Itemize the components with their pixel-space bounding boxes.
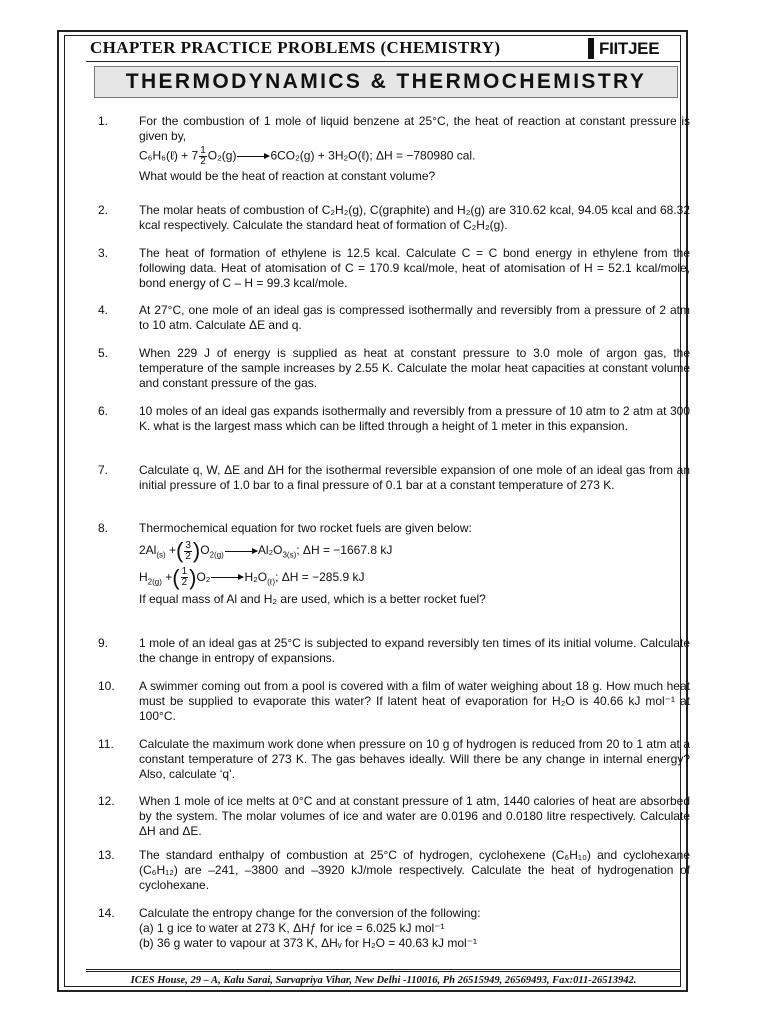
question-body: Calculate q, W, ΔE and ΔH for the isothermal reversible expansion of one mole of an ideal gas from an initial pressure of 1.0 bar to a final pressure of 0.1 bar at a constant temperature of 273 K. [139,463,690,492]
fraction-numerator: 1 [181,566,188,578]
question-text: Thermochemical equation for two rocket fuels are given below: [139,521,472,535]
question-text-2: If equal mass of Al and H₂ are used, which is a better rocket fuel? [139,592,486,607]
eq-oxygen-state: 2(g) [209,550,224,560]
chapter-title: CHAPTER PRACTICE PROBLEMS (CHEMISTRY) [90,38,501,57]
question-number: 11. [98,737,114,751]
question-body: The heat of formation of ethylene is 12.5 kcal. Calculate C = C bond energy in ethylene from the following data. Heat of atomisation of C = 170.9 kcal/mole, heat of atomisation of H = 52.1 kcal/mole, bond energy of C – H = 99.3 kcal/mole. [139,246,690,290]
equation-al: $2Al_{(s)}$ +( $\frac{3}{2}$ )$O_{2(g)}$ $Al_2O_{3(s)}$; ΔH = −1667.8 kJ [139,538,393,563]
sub-question-b: (b) 36 g water to vapour at 373 K, ΔHᵥ for H₂O = 40.63 kJ mol⁻¹ [139,936,478,950]
question-text-2: What would be the heat of reaction at constant volume? [139,169,436,183]
footer-rule [86,971,681,972]
question-body [139,521,690,607]
eq-mid: O₂(g) [207,148,237,163]
eq-lhs-state: (s) [156,550,166,560]
eq-lhs-state: 2(g) [147,577,162,587]
fraction-numerator: 1 [200,145,206,156]
fraction-numerator: 3 [185,539,191,551]
question-number: 9. [98,636,109,650]
paren-right: ) [189,564,197,590]
equation [139,146,690,167]
reaction-arrow-icon [225,551,257,552]
paren-left: ( [176,538,184,563]
brand-name: FIITJEE [599,39,660,58]
question-number: 6. [98,404,109,418]
topic-title: THERMODYNAMICS & THERMOCHEMISTRY [125,70,647,93]
question-text: Calculate the entropy change for the conversion of the following: [139,906,481,920]
question-body: A swimmer coming out from a pool is covered with a film of water weighing about 18 g. How much heat must be supplied to evaporate this water? If latent heat of evaporation for H₂O is 40.66 kJ mol⁻¹ at 100°C. [139,679,690,723]
fraction-denominator: 2 [185,550,191,562]
reaction-arrow-icon [211,577,243,578]
eq-lhs: C₆H₆(ℓ) + 7 [139,148,199,163]
reaction-arrow-icon [237,156,269,157]
brand-bar-icon [588,38,594,59]
question-body: When 1 mole of ice melts at 0°C and at constant pressure of 1 atm, 1440 calories of heat are absorbed by the system. The molar volumes of ice and water are 0.0196 and 0.0180 litre respectively. Calculate ΔH and ΔE. [139,794,690,838]
question-number: 14. [98,906,115,920]
question-body: 1 mole of an ideal gas at 25°C is subjected to expand reversibly ten times of its initial volume. Calculate the change in entropy of expansions. [139,636,690,665]
question-number: 13. [98,848,115,862]
eq-product-state: 3(s) [282,550,297,560]
fraction [181,567,189,588]
eq-enthalpy: ; ΔH = −1667.8 kJ [296,543,393,558]
question-number: 10. [98,679,115,693]
question-number: 1. [98,114,109,128]
question-body [139,906,690,951]
header-rule [86,61,681,62]
question-number: 5. [98,346,109,360]
footer-address: ICES House, 29 – A, Kalu Sarai, Sarvapriya Vihar, New Delhi -110016, Ph 26515949, 26569493, Fax:011-26513942. [130,975,637,986]
question-number: 8. [98,521,109,535]
eq-oxygen: O₂ [196,569,211,584]
paren-left: ( [172,564,180,590]
paren-right: ) [192,538,201,563]
sub-question-a: (a) 1 g ice to water at 273 K, ΔHƒ for ice = 6.025 kJ mol⁻¹ [139,921,445,935]
equation-h2: $H_{2(g)}$ +( $\frac{1}{2}$ )O₂ $H_2O_{(\ell)}$; ΔH = −285.9 kJ [139,564,365,590]
eq-lhs: 2Al [139,543,157,558]
question-number: 12. [98,794,115,808]
question-text: For the combustion of 1 mole of liquid benzene at 25°C, the heat of reaction at constant pressure is given by, [139,114,690,143]
eq-product: Al₂O [257,543,283,558]
question-number: 3. [98,246,109,260]
eq-product: H₂O [244,569,268,584]
question-body [139,114,690,184]
fraction-denominator: 2 [181,577,188,589]
fraction-denominator: 2 [200,156,206,167]
question-body: When 229 J of energy is supplied as heat at constant pressure to 3.0 mole of argon gas, the temperature of the sample increases by 2.55 K. Calculate the molar heat capacities at constant volume and constant pressure of the gas. [139,346,690,390]
eq-rhs: 6CO₂(g) + 3H₂O(ℓ); ΔH = −780980 cal. [270,148,476,163]
question-number: 4. [98,303,109,317]
topic-banner [94,66,678,98]
fraction [199,146,207,167]
question-number: 2. [98,203,109,217]
eq-lhs: H [139,569,148,584]
page-header [86,37,686,61]
eq-enthalpy: ; ΔH = −285.9 kJ [275,569,365,584]
question-body: The standard enthalpy of combustion at 25°C of hydrogen, cyclohexene (C₆H₁₀) and cyclohexane (C₆H₁₂) are –241, –3800 and –3920 kJ/mole respectively. Calculate the heat of hydrogenation of cyclohexane. [139,848,690,892]
eq-product-state: (ℓ) [267,577,276,587]
question-body: At 27°C, one mole of an ideal gas is compressed isothermally and reversibly from a pressure of 2 atm to 10 atm. Calculate ΔE and q. [139,303,690,332]
question-body: 10 moles of an ideal gas expands isothermally and reversibly from a pressure of 10 atm to 2 atm at 300 K. what is the largest mass which can be lifted through a height of 1 meter in this expansion. [139,404,690,433]
question-number: 7. [98,463,109,477]
question-body: The molar heats of combustion of C₂H₂(g), C(graphite) and H₂(g) are 310.62 kcal, 94.05 kcal and 68.32 kcal respectively. Calculate the standard heat of formation of C₂H₂(g). [139,203,690,232]
question-body: Calculate the maximum work done when pressure on 10 g of hydrogen is reduced from 20 to 1 atm at a constant temperature of 273 K. The gas behaves ideally. Will there be any change in internal energy? Also, calculate ‘q’. [139,737,690,781]
fraction [184,541,192,562]
eq-oxygen: O [200,543,210,558]
footer-rule [86,969,681,970]
